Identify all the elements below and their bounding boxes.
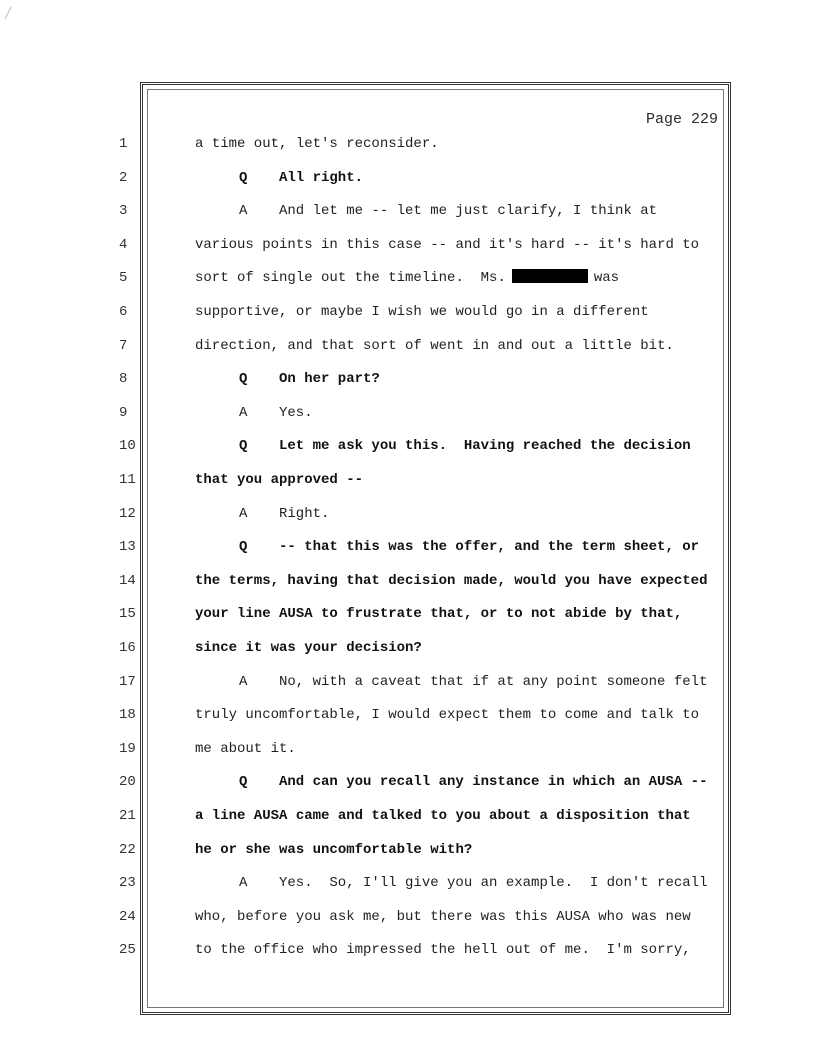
- line-number: 21: [119, 808, 136, 824]
- line-text: [195, 804, 691, 828]
- transcript-line: [119, 434, 728, 458]
- transcript-line: [119, 502, 728, 526]
- transcript-line: [119, 367, 728, 391]
- line-text: [239, 199, 657, 223]
- line-number: 6: [119, 304, 128, 320]
- line-number: 25: [119, 942, 136, 959]
- line-number: 2: [119, 169, 128, 186]
- testimony-text: to the office who impressed the hell out of me. I'm sorry,: [195, 942, 691, 959]
- line-text: [195, 233, 699, 257]
- transcript-page-frame: [119, 82, 731, 1015]
- testimony-text: that you approved --: [195, 472, 364, 488]
- redaction-bar: [512, 269, 588, 283]
- line-text: [195, 636, 422, 660]
- line-text: [195, 602, 682, 626]
- testimony-text: All right.: [279, 169, 364, 186]
- line-text: [239, 166, 363, 190]
- transcript-line: [119, 670, 728, 694]
- line-number: 11: [119, 472, 136, 488]
- line-text: [195, 703, 699, 727]
- testimony-text: -- that this was the offer, and the term sheet, or: [279, 539, 700, 556]
- testimony-text: No, with a caveat that if at any point someone felt: [279, 673, 708, 690]
- testimony-text: Yes. So, I'll give you an example. I don't recall: [279, 875, 708, 892]
- line-text: [195, 737, 296, 761]
- line-number: 13: [119, 539, 136, 556]
- line-number: 1: [119, 136, 128, 152]
- page-number: Page 229: [645, 111, 718, 128]
- testimony-text: the terms, having that decision made, would you have expected: [195, 572, 708, 589]
- speaker-label: Q: [239, 169, 248, 186]
- transcript-line: [119, 905, 728, 929]
- line-text: [195, 300, 649, 324]
- testimony-text: And let me -- let me just clarify, I think at: [279, 203, 658, 220]
- testimony-text: a time out, let's reconsider.: [195, 136, 439, 152]
- line-number: 24: [119, 908, 136, 925]
- line-number: 15: [119, 606, 136, 623]
- testimony-text: Right.: [279, 505, 330, 522]
- transcript-line: [119, 804, 728, 828]
- transcript-line: [119, 535, 728, 559]
- line-text: [239, 535, 699, 559]
- testimony-text: And can you recall any instance in which an AUSA --: [279, 774, 708, 791]
- stray-pen-mark: [3, 6, 13, 20]
- line-number: 10: [119, 438, 136, 455]
- testimony-text: me about it.: [195, 740, 296, 757]
- line-text: [195, 838, 472, 862]
- testimony-text: your line AUSA to frustrate that, or to not abide by that,: [195, 606, 683, 623]
- testimony-text: a line AUSA came and talked to you about a disposition that: [195, 808, 691, 824]
- transcript-line: [119, 569, 728, 593]
- transcript-line: [119, 334, 728, 358]
- testimony-text: direction, and that sort of went in and out a little bit.: [195, 337, 674, 354]
- speaker-label: A: [239, 673, 248, 690]
- transcript-line: [119, 838, 728, 862]
- line-number: 14: [119, 572, 136, 589]
- line-text: [195, 938, 691, 962]
- testimony-text: he or she was uncomfortable with?: [195, 841, 473, 858]
- line-number: 12: [119, 505, 136, 522]
- line-number: 20: [119, 774, 136, 791]
- line-text: [239, 367, 380, 391]
- line-number: 4: [119, 236, 128, 253]
- testimony-text: various points in this case -- and it's hard -- it's hard to: [195, 236, 700, 253]
- line-number: 18: [119, 707, 136, 724]
- transcript-line: [119, 871, 728, 895]
- line-number: 8: [119, 371, 128, 388]
- line-number: 3: [119, 203, 128, 220]
- speaker-label: Q: [239, 774, 248, 791]
- transcript-line: [119, 737, 728, 761]
- testimony-text: Let me ask you this. Having reached the decision: [279, 438, 691, 455]
- line-text: [195, 468, 363, 492]
- transcript-line: [119, 199, 728, 223]
- line-number: 23: [119, 875, 136, 892]
- transcript-line: [119, 602, 728, 626]
- testimony-text: On her part?: [279, 371, 380, 388]
- testimony-text: sort of single out the timeline. Ms.: [195, 270, 506, 287]
- line-text: [239, 770, 707, 794]
- transcript-line: [119, 401, 728, 425]
- testimony-text: truly uncomfortable, I would expect them to come and talk to: [195, 707, 700, 724]
- line-text: [239, 670, 707, 694]
- testimony-text: supportive, or maybe I wish we would go in a different: [195, 304, 649, 320]
- speaker-label: A: [239, 404, 248, 421]
- transcript-line: [119, 233, 728, 257]
- transcript-line: [119, 266, 728, 290]
- transcript-line: [119, 636, 728, 660]
- line-number: 9: [119, 404, 128, 421]
- transcript-line: [119, 300, 728, 324]
- line-number: 7: [119, 337, 128, 354]
- line-text: [195, 569, 707, 593]
- speaker-label: Q: [239, 371, 248, 388]
- line-text: [195, 905, 691, 929]
- testimony-text: who, before you ask me, but there was this AUSA who was new: [195, 908, 691, 925]
- testimony-text: since it was your decision?: [195, 640, 422, 656]
- line-text: [239, 871, 707, 895]
- transcript-line: [119, 703, 728, 727]
- line-number: 22: [119, 841, 136, 858]
- line-number: 17: [119, 673, 136, 690]
- line-text: [239, 434, 691, 458]
- line-text: [195, 266, 619, 290]
- transcript-line: [119, 770, 728, 794]
- testimony-text: Yes.: [279, 404, 313, 421]
- line-number: 16: [119, 640, 136, 656]
- line-text: [239, 401, 313, 425]
- line-number: 19: [119, 740, 136, 757]
- speaker-label: A: [239, 875, 248, 892]
- transcript-line: [119, 938, 728, 962]
- line-number: 5: [119, 270, 128, 287]
- transcript-line: [119, 468, 728, 492]
- speaker-label: A: [239, 505, 248, 522]
- speaker-label: Q: [239, 539, 248, 556]
- line-text: [195, 132, 439, 156]
- speaker-label: Q: [239, 438, 248, 455]
- transcript-line: [119, 166, 728, 190]
- line-text: [195, 334, 674, 358]
- testimony-text-after-redaction: was: [593, 270, 620, 287]
- speaker-label: A: [239, 203, 248, 220]
- transcript-line: [119, 132, 728, 156]
- line-text: [239, 502, 329, 526]
